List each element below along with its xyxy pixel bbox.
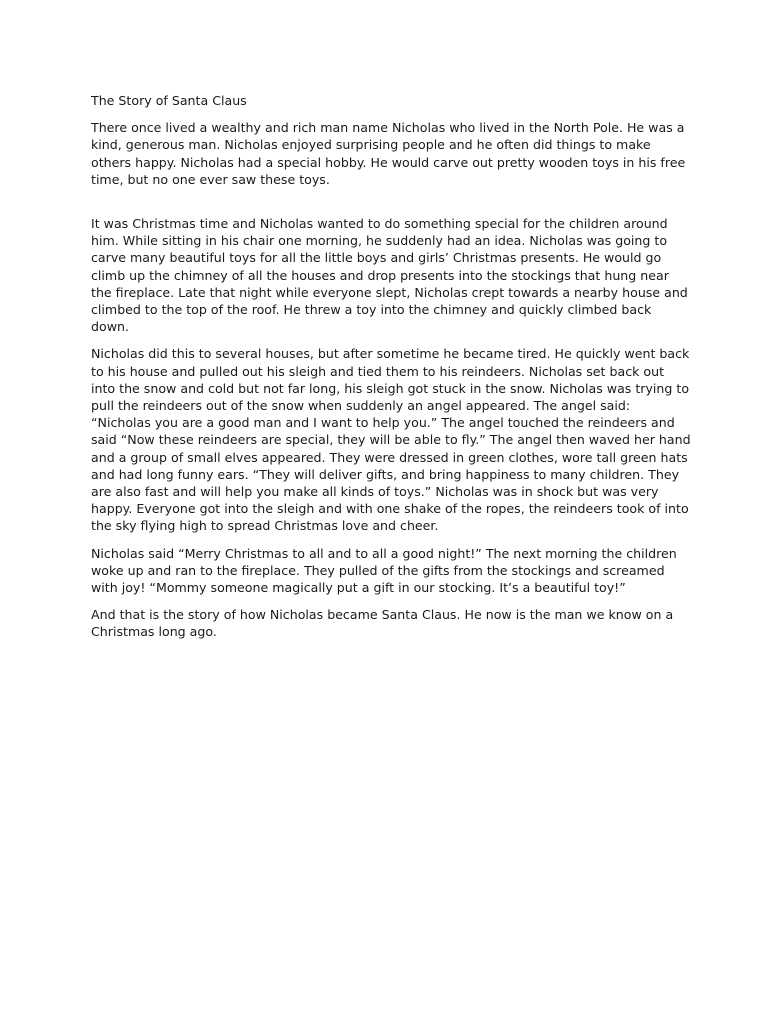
paragraph-1: There once lived a wealthy and rich man name Nicholas who lived in the North Pole. He was a kind, generous man. Nicholas enjoyed surprising people and he often did things to make others happy. Nicholas had a special hobby. He would carve out pretty wooden toys in his free time, but no one ever saw these toys. [91,120,686,187]
paragraph-4: Nicholas said “Merry Christmas to all and to all a good night!” The next morning the children woke up and ran to the fireplace. They pulled of the gifts from the stockings and screamed with joy! “Mommy someone magically put a gift in our stocking. It’s a beautiful toy!” [91,545,677,596]
document-body [91,92,691,651]
document-title: The Story of Santa Claus [91,93,247,108]
paragraph-3: Nicholas did this to several houses, but after sometime he became tired. He quickly went back to his house and pulled out his sleigh and tied them to his reindeers. Nicholas set back out into the snow and cold but not far long, his sleigh got stuck in the snow. Nicholas was trying to pull the reindeers out of the snow when suddenly an angel appeared. The angel said: “Nicholas you are a good man and I want to help you.” The angel touched the reindeers and said “Now these reindeers are special, they will be able to fly.” The angel then waved her hand and a group of small elves appeared. They were dressed in green clothes, wore tall green hats and had long funny ears. “They will deliver gifts, and bring happiness to many children. They are also fast and will help you make all kinds of toys.” Nicholas was in shock but was very happy. Everyone got into the sleigh and with one shake of the ropes, the reindeers took of into the sky flying high to spread Christmas love and cheer. [91,346,691,534]
paragraph-5: And that is the story of how Nicholas became Santa Claus. He now is the man we know on a Christmas long ago. [91,607,674,640]
paragraph-2: It was Christmas time and Nicholas wanted to do something special for the children around him. While sitting in his chair one morning, he suddenly had an idea. Nicholas was going to carve many beautiful toys for all the little boys and girls’ Christmas presents. He would go climb up the chimney of all the houses and drop presents into the stockings that hung near the fireplace. Late that night while everyone slept, Nicholas crept towards a nearby house and climbed to the top of the roof. He threw a toy into the chimney and quickly climbed back down. [91,216,688,335]
